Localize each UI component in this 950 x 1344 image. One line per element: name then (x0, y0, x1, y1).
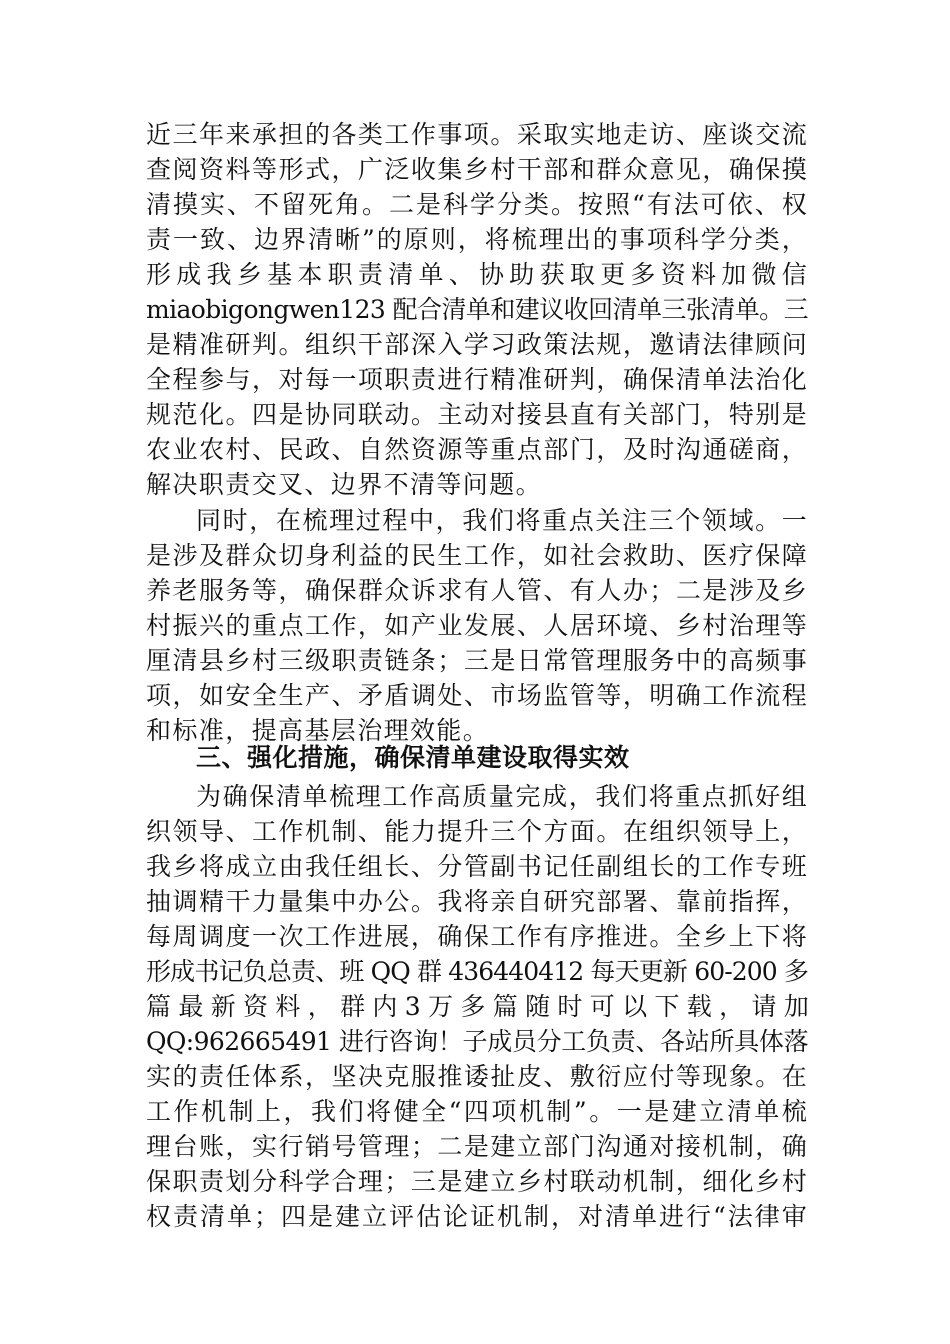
paragraph-line: 全程参与，对每一项职责进行精准研判，确保清单法治化 (146, 365, 808, 394)
paragraph-line: 项，如安全生产、矛盾调处、市场监管等，明确工作流程 (146, 681, 808, 710)
paragraph-line: 权责清单；四是建立评估论证机制，对清单进行“法律审 (146, 1202, 808, 1231)
paragraph-line: 同时，在梳理过程中，我们将重点关注三个领域。一 (196, 506, 808, 535)
paragraph-line: 形成我乡基本职责清单、协助获取更多资料加微信 (146, 260, 808, 289)
paragraph-line: 查阅资料等形式，广泛收集乡村干部和群众意见，确保摸 (146, 155, 808, 184)
paragraph-line: 农业农村、民政、自然资源等重点部门，及时沟通磋商， (146, 435, 808, 464)
paragraph-line: 保职责划分科学合理；三是建立乡村联动机制，细化乡村 (146, 1167, 808, 1196)
section-heading: 三、强化措施，确保清单建设取得实效 (196, 743, 630, 772)
paragraph-line: 责一致、边界清晰”的原则，将梳理出的事项科学分类， (146, 225, 808, 254)
paragraph-line: 工作机制上，我们将健全“四项机制”。一是建立清单梳 (146, 1097, 808, 1126)
paragraph-line: 解决职责交叉、边界不清等问题。 (146, 470, 543, 499)
paragraph-line: 理台账，实行销号管理；二是建立部门沟通对接机制，确 (146, 1132, 808, 1161)
paragraph-line: 近三年来承担的各类工作事项。采取实地走访、座谈交流 (146, 120, 808, 149)
paragraph-line: 织领导、工作机制、能力提升三个方面。在组织领导上， (146, 817, 808, 846)
paragraph-line: 为确保清单梳理工作高质量完成，我们将重点抓好组 (196, 782, 808, 811)
paragraph-line: 我乡将成立由我任组长、分管副书记任副组长的工作专班 (146, 852, 808, 881)
paragraph-line: 每周调度一次工作进展，确保工作有序推进。全乡上下将 (146, 922, 808, 951)
paragraph-line: 形成书记负总责、班 QQ 群 436440412 每天更新 60-200 多 (146, 957, 808, 986)
paragraph-line: QQ:962665491 进行咨询！子成员分工负责、各站所具体落 (146, 1027, 808, 1056)
paragraph-line: miaobigongwen123 配合清单和建议收回清单三张清单。三 (146, 295, 808, 324)
paragraph-line: 抽调精干力量集中办公。我将亲自研究部署、靠前指挥， (146, 887, 808, 916)
paragraph-line: 是涉及群众切身利益的民生工作，如社会救助、医疗保障 (146, 541, 808, 570)
paragraph-line: 和标准，提高基层治理效能。 (146, 716, 490, 745)
paragraph-line: 养老服务等，确保群众诉求有人管、有人办；二是涉及乡 (146, 576, 808, 605)
paragraph-line: 是精准研判。组织干部深入学习政策法规，邀请法律顾问 (146, 330, 808, 359)
paragraph-line: 规范化。四是协同联动。主动对接县直有关部门，特别是 (146, 400, 808, 429)
paragraph-line: 厘清县乡村三级职责链条；三是日常管理服务中的高频事 (146, 646, 808, 675)
paragraph-line: 实的责任体系，坚决克服推诿扯皮、敷衍应付等现象。在 (146, 1062, 808, 1091)
paragraph-line: 村振兴的重点工作，如产业发展、人居环境、乡村治理等 (146, 611, 808, 640)
paragraph-line: 清摸实、不留死角。二是科学分类。按照“有法可依、权 (146, 190, 808, 219)
paragraph-line: 篇 最 新 资 料 ， 群 内 3 万 多 篇 随 时 可 以 下 载 ， 请 加 (146, 992, 809, 1021)
